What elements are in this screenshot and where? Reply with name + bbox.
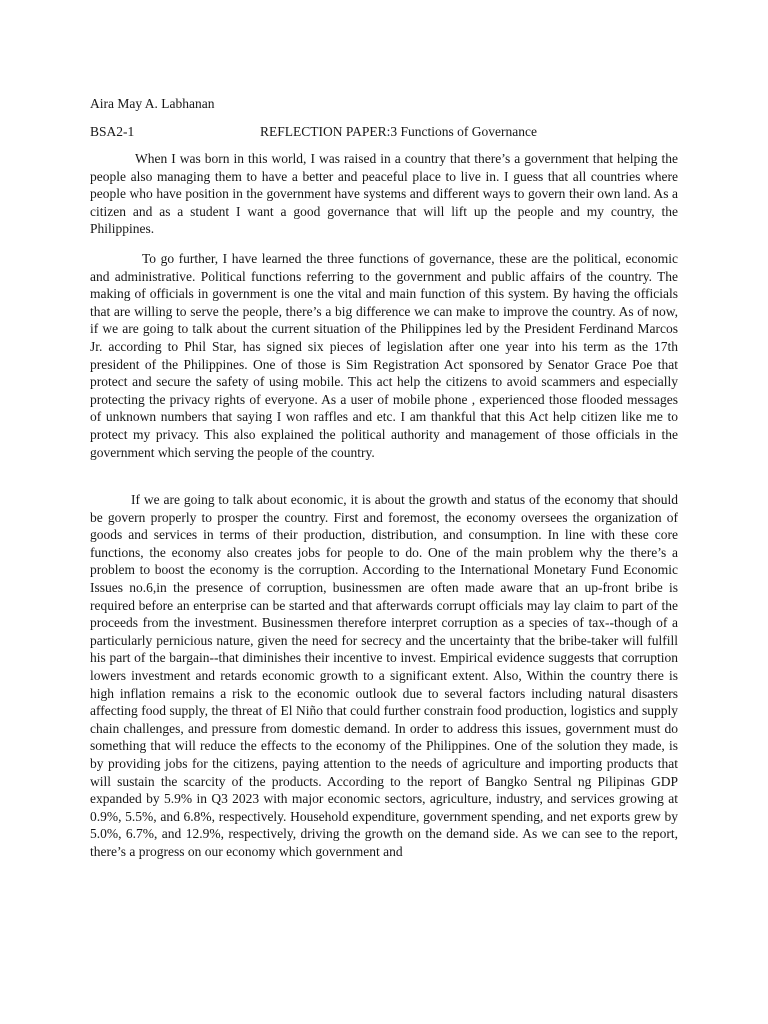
paragraph-2: To go further, I have learned the three functions of governance, these are the political, economic and administrative. Political functions referring to the government and public affairs of the country. The making of officials in government is one the vital and main function of this system. By having the officials that are willing to serve the people, there’s a big difference we can make to improve the country. As of now, if we are going to talk about the current situation of the Philippines led by the President Ferdinand Marcos Jr. according to Phil Star, has signed six pieces of legislation after one year into his term as the 17th president of the Philippines. One of those is Sim Registration Act sponsored by Senator Grace Poe that protect and secure the safety of using mobile. This act help the citizens to avoid scammers and especially protecting the privacy rights of everyone. As a user of mobile phone , experienced those flooded messages of unknown numbers that saying I won raffles and etc. I am thankful that this Act help citizen like me to protect my privacy. This also explained the political authority and management of those officials in the government which serving the people of the country. (90, 251, 678, 460)
paragraph-1: When I was born in this world, I was raised in a country that there’s a government that helping the people also managing them to have a better and peaceful place to live in. I guess that all countries where people who have position in the government have systems and different ways to govern their own land. As a citizen and as a student I want a good governance that will lift up the people and my country, the Philippines. (90, 151, 678, 237)
paragraph-3: If we are going to talk about economic, it is about the growth and status of the economy that should be govern properly to prosper the country. First and foremost, the economy oversees the organization of goods and services in terms of their production, distribution, and consumption. In line with these core functions, the economy also creates jobs for people to do. One of the main problem why the there’s a problem to boost the economy is the corruption. According to the International Monetary Fund Economic Issues no.6,in the presence of corruption, businessmen are often made aware that an up-front bribe is required before an enterprise can be started and that afterwards corrupt officials may lay claim to part of the proceeds from the investment. Businessmen therefore interpret corruption as a species of tax--though of a particularly pernicious nature, given the need for secrecy and the uncertainty that the bribe-taker will fulfill his part of the bargain--that diminishes their incentive to invest. Empirical evidence suggests that corruption lowers investment and retards economic growth to a significant extent. Also, Within the country there is high inflation remains a risk to the economic outlook due to several factors including natural disasters affecting food supply, the threat of El Niño that could further constrain food production, logistics and supply chain challenges, and pressure from domestic demand. In order to address this issues, government must do something that will reduce the effects to the economy of the Philippines. One of the solution they made, is by providing jobs for the citizens, paying attention to the needs of agriculture and importing products that will sustain the scarcity of the products. According to the report of Bangko Sentral ng Pilipinas GDP expanded by 5.9% in Q3 2023 with major economic sectors, agriculture, industry, and services growing at 0.9%, 5.5%, and 6.8%, respectively. Household expenditure, government spending, and net exports grew by 5.0%, 6.7%, and 12.9%, respectively, driving the growth on the demand side. As we can see to the report, there’s a progress on our economy which government and (90, 492, 678, 859)
paper-title: REFLECTION PAPER:3 Functions of Governance (260, 124, 537, 139)
class-section: BSA2-1 (90, 124, 135, 139)
author-name: Aira May A. Labhanan (90, 96, 215, 111)
header-line (90, 123, 690, 141)
